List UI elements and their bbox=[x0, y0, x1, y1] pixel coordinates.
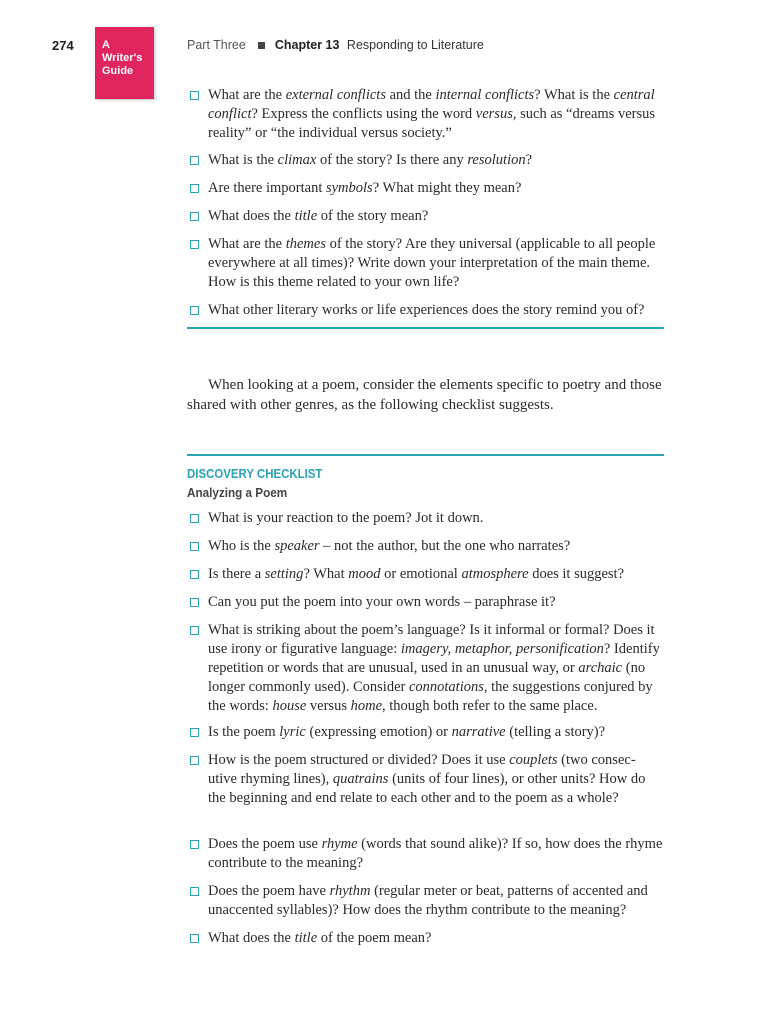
emphasized-term: couplets bbox=[509, 752, 558, 768]
emphasized-term: rhyme bbox=[321, 836, 358, 852]
text-run: What other literary works or life experiences does the story remind you of? bbox=[208, 302, 645, 318]
emphasized-term: mood bbox=[348, 566, 381, 582]
tab-line: Writer's bbox=[102, 52, 143, 64]
checkbox-icon[interactable] bbox=[190, 756, 199, 765]
checkbox-icon[interactable] bbox=[190, 184, 199, 193]
checklist-item bbox=[190, 835, 664, 873]
text-run: Does the poem use bbox=[208, 836, 322, 852]
text-run: Is there a bbox=[208, 566, 265, 582]
emphasized-term: title bbox=[294, 208, 318, 224]
text-run: of the story mean? bbox=[317, 208, 429, 224]
text-run: of the poem mean? bbox=[317, 930, 432, 946]
text-run: Who is the bbox=[208, 538, 275, 554]
text-run: , the suggestions conjured by the words: bbox=[208, 679, 653, 714]
text-run: Can you put the poem into your own words – paraphrase it? bbox=[208, 594, 556, 610]
emphasized-term: symbols bbox=[325, 180, 373, 196]
checklist-item-text bbox=[208, 723, 664, 742]
section-divider bbox=[187, 327, 664, 329]
checkbox-icon[interactable] bbox=[190, 728, 199, 737]
checklist-item-text bbox=[208, 151, 664, 170]
writers-guide-label bbox=[102, 39, 154, 78]
text-run: (expressing emotion) or bbox=[305, 724, 452, 740]
tab-line: Guide bbox=[102, 65, 134, 77]
checklist-item-text bbox=[208, 207, 664, 226]
emphasized-term: title bbox=[294, 930, 318, 946]
text-run: What is the bbox=[208, 152, 278, 168]
discovery-checklist-label: DISCOVERY CHECKLIST bbox=[187, 466, 323, 481]
text-run: What is striking about the poem’s language? Is it informal or formal? Does it use irony or figurative language: bbox=[208, 622, 655, 657]
text-run: ? bbox=[525, 152, 533, 168]
checklist-item bbox=[190, 537, 664, 556]
checklist-item bbox=[190, 723, 664, 742]
emphasized-term: external conflicts bbox=[285, 87, 386, 103]
checklist-item bbox=[190, 509, 664, 528]
writers-guide-tab bbox=[95, 27, 154, 99]
section-divider bbox=[187, 454, 664, 456]
text-run: (units of four lines), or other units? How do the beginning and end relate to each other and to the poem as a whole? bbox=[208, 771, 646, 806]
checkbox-icon[interactable] bbox=[190, 570, 199, 579]
chapter-label: Chapter 13 bbox=[274, 38, 340, 52]
text-run: ? What bbox=[303, 566, 349, 582]
checklist-item-text bbox=[208, 882, 664, 920]
square-bullet-icon bbox=[258, 42, 265, 49]
text-run: versus bbox=[306, 698, 351, 714]
checklist-item bbox=[190, 621, 664, 716]
checklist-item-text bbox=[208, 235, 664, 292]
checklist-item bbox=[190, 151, 664, 170]
checklist-item bbox=[190, 235, 664, 292]
checklist-item bbox=[190, 301, 664, 320]
checklist-item-text bbox=[208, 565, 664, 584]
checklist-item bbox=[190, 207, 664, 226]
checklist-item-text bbox=[208, 929, 664, 948]
checklist-item-text bbox=[208, 835, 664, 873]
emphasized-term: central conflict bbox=[208, 87, 655, 122]
emphasized-term: connotations bbox=[408, 679, 484, 695]
emphasized-term: atmosphere bbox=[461, 566, 529, 582]
text-run: or emotional bbox=[380, 566, 462, 582]
text-run: (regular meter or beat, patterns of accented and unaccented syllables)? How does the rhythm contribute to the meaning? bbox=[208, 883, 648, 918]
checklist-item-text bbox=[208, 509, 664, 528]
checklist-item-text bbox=[208, 179, 664, 198]
text-run: ? Express the conflicts using the word bbox=[251, 106, 476, 122]
checklist-item bbox=[190, 86, 664, 143]
checklist-item bbox=[190, 882, 664, 920]
text-run: (telling a story)? bbox=[505, 724, 606, 740]
checklist-item-text bbox=[208, 537, 664, 556]
text-run: (two consec-utive rhyming lines), bbox=[208, 752, 636, 787]
emphasized-term: home, bbox=[350, 698, 386, 714]
checkbox-icon[interactable] bbox=[190, 514, 199, 523]
checklist-subtitle: Analyzing a Poem bbox=[187, 485, 288, 500]
text-run: does it suggest? bbox=[528, 566, 625, 582]
text-run: such as “dreams versus reality” or “the individual versus society.” bbox=[208, 106, 655, 141]
emphasized-term: versus, bbox=[475, 106, 517, 122]
page-number: 274 bbox=[52, 38, 74, 53]
text-run: of the story? Is there any bbox=[316, 152, 468, 168]
checklist-item bbox=[190, 565, 664, 584]
text-run: (words that sound alike)? If so, how does the rhyme contribute to the meaning? bbox=[208, 836, 663, 871]
emphasized-term: lyric bbox=[279, 724, 306, 740]
text-run: – not the author, but the one who narrates? bbox=[319, 538, 571, 554]
checkbox-icon[interactable] bbox=[190, 212, 199, 221]
checklist-item-text bbox=[208, 593, 664, 612]
checklist-item-text bbox=[208, 621, 664, 716]
text-run: What does the bbox=[208, 208, 295, 224]
checklist-item-text bbox=[208, 301, 664, 320]
running-head bbox=[187, 38, 484, 52]
emphasized-term: setting bbox=[264, 566, 304, 582]
text-run: What are the bbox=[208, 236, 286, 252]
checklist-item bbox=[190, 929, 664, 948]
text-run: ? What might they mean? bbox=[372, 180, 522, 196]
text-run: (no longer commonly used). Consider bbox=[208, 660, 646, 695]
text-run: What is your reaction to the poem? Jot it down. bbox=[208, 510, 484, 526]
text-run: Does the poem have bbox=[208, 883, 330, 899]
chapter-title: Responding to Literature bbox=[346, 38, 484, 52]
checklist-item-text bbox=[208, 86, 664, 143]
emphasized-term: resolution bbox=[467, 152, 526, 168]
emphasized-term: themes bbox=[285, 236, 326, 252]
checklist-item bbox=[190, 593, 664, 612]
text-run: though both refer to the same place. bbox=[385, 698, 598, 714]
text-run: Are there important bbox=[208, 180, 326, 196]
checkbox-icon[interactable] bbox=[190, 598, 199, 607]
checkbox-icon[interactable] bbox=[190, 240, 199, 249]
emphasized-term: rhythm bbox=[329, 883, 371, 899]
body-paragraph: When looking at a poem, consider the elements specific to poetry and those shared with other genres, as the following checklist suggests. bbox=[187, 377, 662, 413]
checkbox-icon[interactable] bbox=[190, 887, 199, 896]
checkbox-icon[interactable] bbox=[190, 934, 199, 943]
checkbox-icon[interactable] bbox=[190, 626, 199, 635]
checkbox-icon[interactable] bbox=[190, 542, 199, 551]
checklist-item bbox=[190, 751, 664, 808]
text-run: What are the bbox=[208, 87, 286, 103]
text-run: What does the bbox=[208, 930, 295, 946]
emphasized-term: archaic bbox=[578, 660, 623, 676]
text-run: ? Identify repetition or words that are unusual, used in an unusual way, or bbox=[208, 641, 660, 676]
emphasized-term: climax bbox=[277, 152, 317, 168]
checkbox-icon[interactable] bbox=[190, 156, 199, 165]
checkbox-icon[interactable] bbox=[190, 306, 199, 315]
text-run: ? What is the bbox=[534, 87, 614, 103]
checklist-item-text bbox=[208, 751, 664, 808]
text-run: of the story? Are they universal (applicable to all people everywhere at all times)? Write down your interpretation of the main theme. How is this theme related to your own life? bbox=[208, 236, 656, 290]
checkbox-icon[interactable] bbox=[190, 840, 199, 849]
part-label: Part Three bbox=[187, 38, 246, 52]
text-run: Is the poem bbox=[208, 724, 280, 740]
tab-line: A bbox=[102, 39, 110, 51]
emphasized-term: imagery, metaphor, personification bbox=[400, 641, 604, 657]
checkbox-icon[interactable] bbox=[190, 91, 199, 100]
emphasized-term: quatrains bbox=[332, 771, 389, 787]
emphasized-term: speaker bbox=[274, 538, 320, 554]
emphasized-term: internal conflicts bbox=[435, 87, 535, 103]
text-run: and the bbox=[385, 87, 436, 103]
emphasized-term: narrative bbox=[451, 724, 506, 740]
checklist-item bbox=[190, 179, 664, 198]
text-run: How is the poem structured or divided? Does it use bbox=[208, 752, 510, 768]
emphasized-term: house bbox=[272, 698, 307, 714]
